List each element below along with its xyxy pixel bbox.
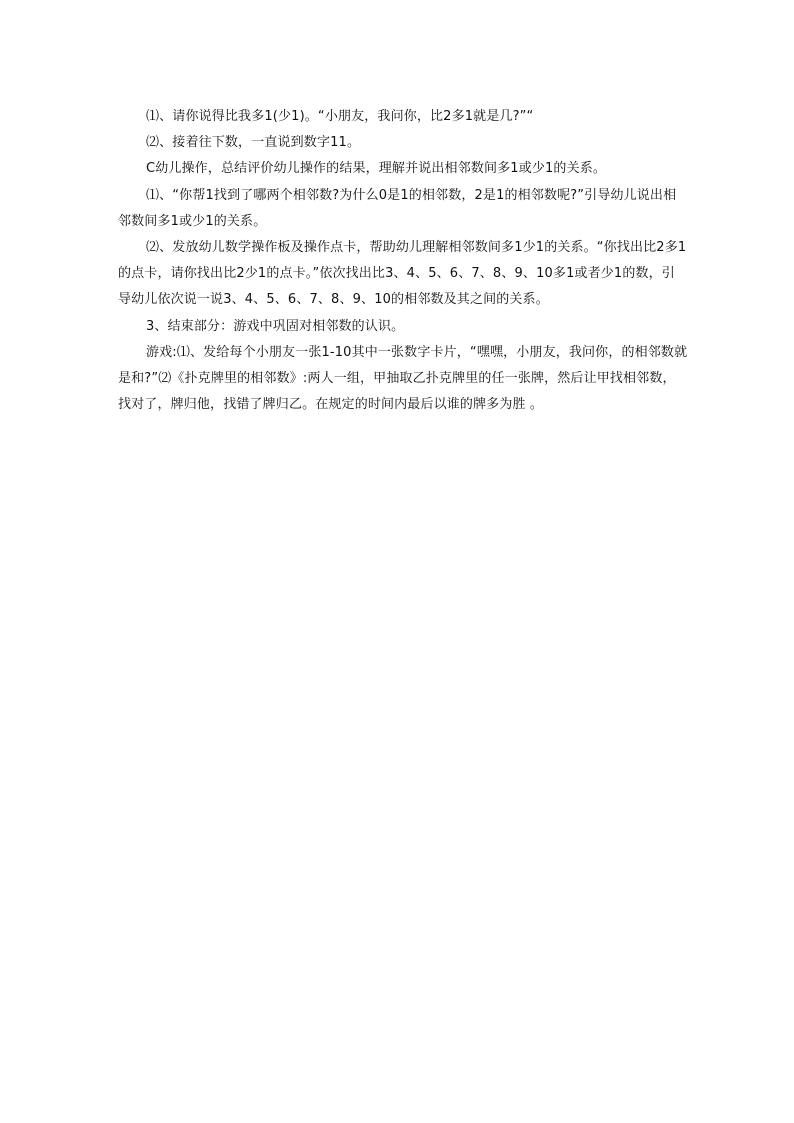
paragraph-1: ⑴、请你说得比我多1(少1)。“小朋友，我问你，比2多1就是几?”“	[146, 109, 534, 124]
paragraph-4: ⑴、“你帮1找到了哪两个相邻数?为什么0是1的相邻数，2是1的相邻数呢?”引导幼儿说出相邻数间多1或少1的关系。	[118, 187, 677, 229]
paragraph-7: 游戏:⑴、发给每个小朋友一张1-10其中一张数字卡片，“嘿嘿，小朋友，我问你，的相邻数就是和?”⑵《扑克牌里的相邻数》:两人一组，甲抽取乙扑克牌里的任一张牌，然后让甲找相邻数，找对了，牌归他，找错了牌归乙。在规定的时间内最后以谁的牌多为胜 。	[118, 344, 688, 413]
paragraph-5: ⑵、发放幼儿数学操作板及操作点卡，帮助幼儿理解相邻数间多1少1的关系。“你找出比2多1的点卡，请你找出比2少1的点卡。”依次找出比3、4、5、6、7、8、9、10多1或者少1的数，引导幼儿依次说一说3、4、5、6、7、8、9、10的相邻数及其之间的关系。	[118, 240, 687, 308]
paragraph-6: 3、结束部分：游戏中巩固对相邻数的认识。	[146, 318, 405, 334]
paragraph-3: C幼儿操作，总结评价幼儿操作的结果，理解并说出相邻数间多1或少1的关系。	[146, 161, 607, 177]
document-body	[118, 104, 688, 418]
paragraph-2: ⑵、接着往下数，一直说到数字11。	[146, 135, 361, 151]
